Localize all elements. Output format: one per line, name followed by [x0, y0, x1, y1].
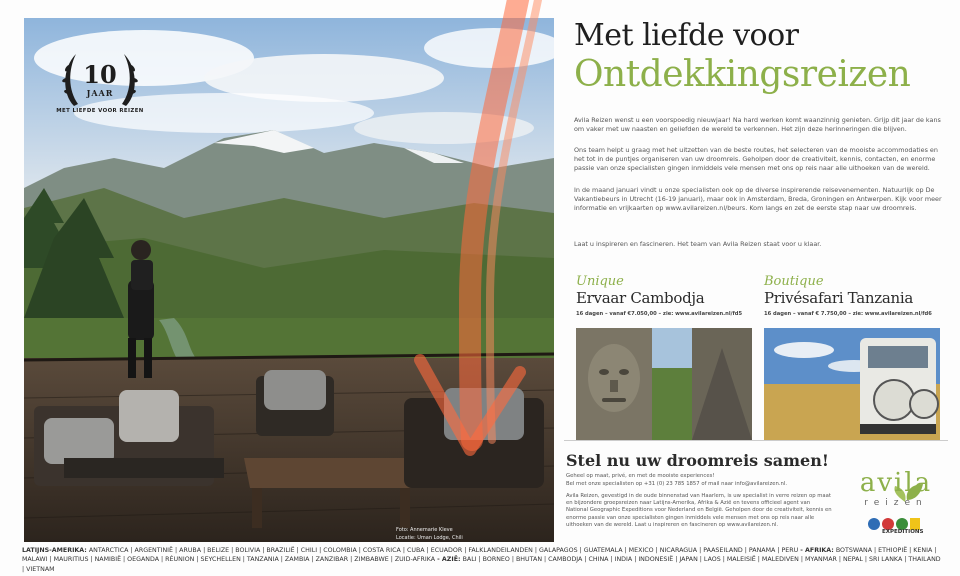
offer-kicker: Unique	[576, 274, 624, 289]
offer-kicker: Boutique	[764, 274, 824, 289]
badge-motto: MET LIEFDE VOOR REIZEN	[56, 108, 144, 114]
tanzania-photo	[764, 328, 940, 440]
team-paragraph: Ons team helpt u graag met het uitzetten van de beste routes, het selecteren van de mooiste accommodaties en het tot in de puntjes organiseren van uw droomreis. Geholpen door de creativiteit, kennis, contacten, en enorme passie van onze specialisten gingen inmiddels vele mensen met ons op reis naar alle uithoeken van de wereld.	[574, 146, 938, 172]
footer-la-label: LATIJNS-AMERIKA:	[22, 547, 87, 554]
badge-unit: JAAR	[86, 88, 114, 98]
cta-tagline: Geheel op maat, privé, en met de mooiste experiences!	[566, 473, 715, 479]
about-paragraph: Avila Reizen, gevestigd in de oude binnenstad van Haarlem, is uw specialist in verre reizen op maat en bijzondere groepsreizen naar Latijns-Amerika, Afrika & Azië en tevens officieel agent van National Geographic Expeditions voor Nederland en België. Geholpen door de creativiteit, kennis en enorme passie van onze specialisten gingen inmiddels vele mensen met ons op reis naar alle uithoeken van de wereld. Laat u inspireren en fascineren op www.avilareizen.nl.	[566, 493, 832, 528]
events-paragraph: In de maand januari vindt u onze specialisten ook op de diverse inspirerende reisevenementen. Natuurlijk op De Vakantiebeurs in Utrecht (16-19 januari), maar ook in Amsterdam, Breda, Groningen en Antwerpen. Kijk voor meer informatie en vrijkaarten op www.avilareizen.nl/beurs. Kom langs en zet de eerste stap naar uw droomreis.	[574, 186, 942, 212]
headline-line2: Ontdekkingsreizen	[574, 54, 911, 95]
cta-contact[interactable]: Bel met onze specialisten op +31 (0) 23 785 1857 of mail naar info@avilareizen.nl.	[566, 481, 788, 487]
logo-wordmark: avila	[859, 468, 933, 498]
photo-credit	[396, 526, 554, 542]
footer-af-label: - AFRIKA:	[800, 547, 834, 554]
offer-detail: 16 dagen – vanaf €7.050,00 – zie: www.avilareizen.nl/fd5	[576, 311, 743, 317]
hero-photo	[24, 18, 554, 542]
cta-title: Stel nu uw droomreis samen!	[566, 451, 829, 470]
footer-az-list: BALI | BORNEO | BHUTAN | CAMBODJA | CHINA | INDIA | INDONESIË | JAPAN | LAOS | MALEISIË | MALEDIVEN | MYANMAR | NEPAL | SRI LANKA | THAILAND | VIETNAM	[22, 556, 941, 573]
headline-line1: Met liefde voor	[574, 18, 799, 53]
closing-paragraph: Laat u inspireren en fascineren. Het team van Avila Reizen staat voor u klaar.	[574, 240, 822, 248]
cambodia-photo	[576, 328, 752, 440]
footer-la-list: ANTARCTICA | ARGENTINIË | ARUBA | BELIZE | BOLIVIA | BRAZILIË | CHILI | COLOMBIA | COSTA RICA | CUBA | ECUADOR | FALKLANDEILANDEN | GALAPAGOS | GUATEMALA | MEXICO | NICARAGUA | PAASEILAND | PANAMA | PERU	[88, 547, 799, 554]
contact-section	[564, 440, 948, 528]
credit-location: Locatie: Uman Lodge, Chili	[396, 535, 463, 541]
offer-cambodia[interactable]	[576, 274, 752, 317]
logo-subtitle: reizen	[864, 498, 928, 508]
footer-af-list: BOTSWANA | ETHIOPIË | KENIA | MALAWI | MAURITIUS | NAMIBIË | OEGANDA | RÉUNION | SEYCHELLEN | TANZANIA | ZAMBIA | ZANZIBAR | ZIMBABWE | ZUID-AFRIKA	[22, 547, 937, 564]
partner-name: EXPEDITIONS	[882, 529, 924, 535]
destination-footer	[22, 546, 942, 574]
badge-number: 10	[83, 60, 117, 89]
offer-tanzania[interactable]	[764, 274, 940, 317]
offer-title: Ervaar Cambodja	[576, 289, 705, 307]
footer-az-label: - AZIË:	[437, 556, 461, 564]
intro-paragraph: Avila Reizen wenst u een voorspoedig nieuwjaar! Na hard werken komt waanzinnig genieten. Grijp dit jaar de kans om vaker met uw naasten en geliefden de wereld te verkennen. Het zijn deze herinneringen die blijven.	[574, 116, 941, 133]
offer-detail: 16 dagen – vanaf € 7.750,00 – zie: www.avilareizen.nl/fd6	[764, 311, 932, 317]
anniversary-badge	[54, 46, 146, 122]
credit-photographer: Foto: Annemarie Kleve	[396, 527, 453, 533]
offer-title: Privésafari Tanzania	[764, 289, 913, 307]
